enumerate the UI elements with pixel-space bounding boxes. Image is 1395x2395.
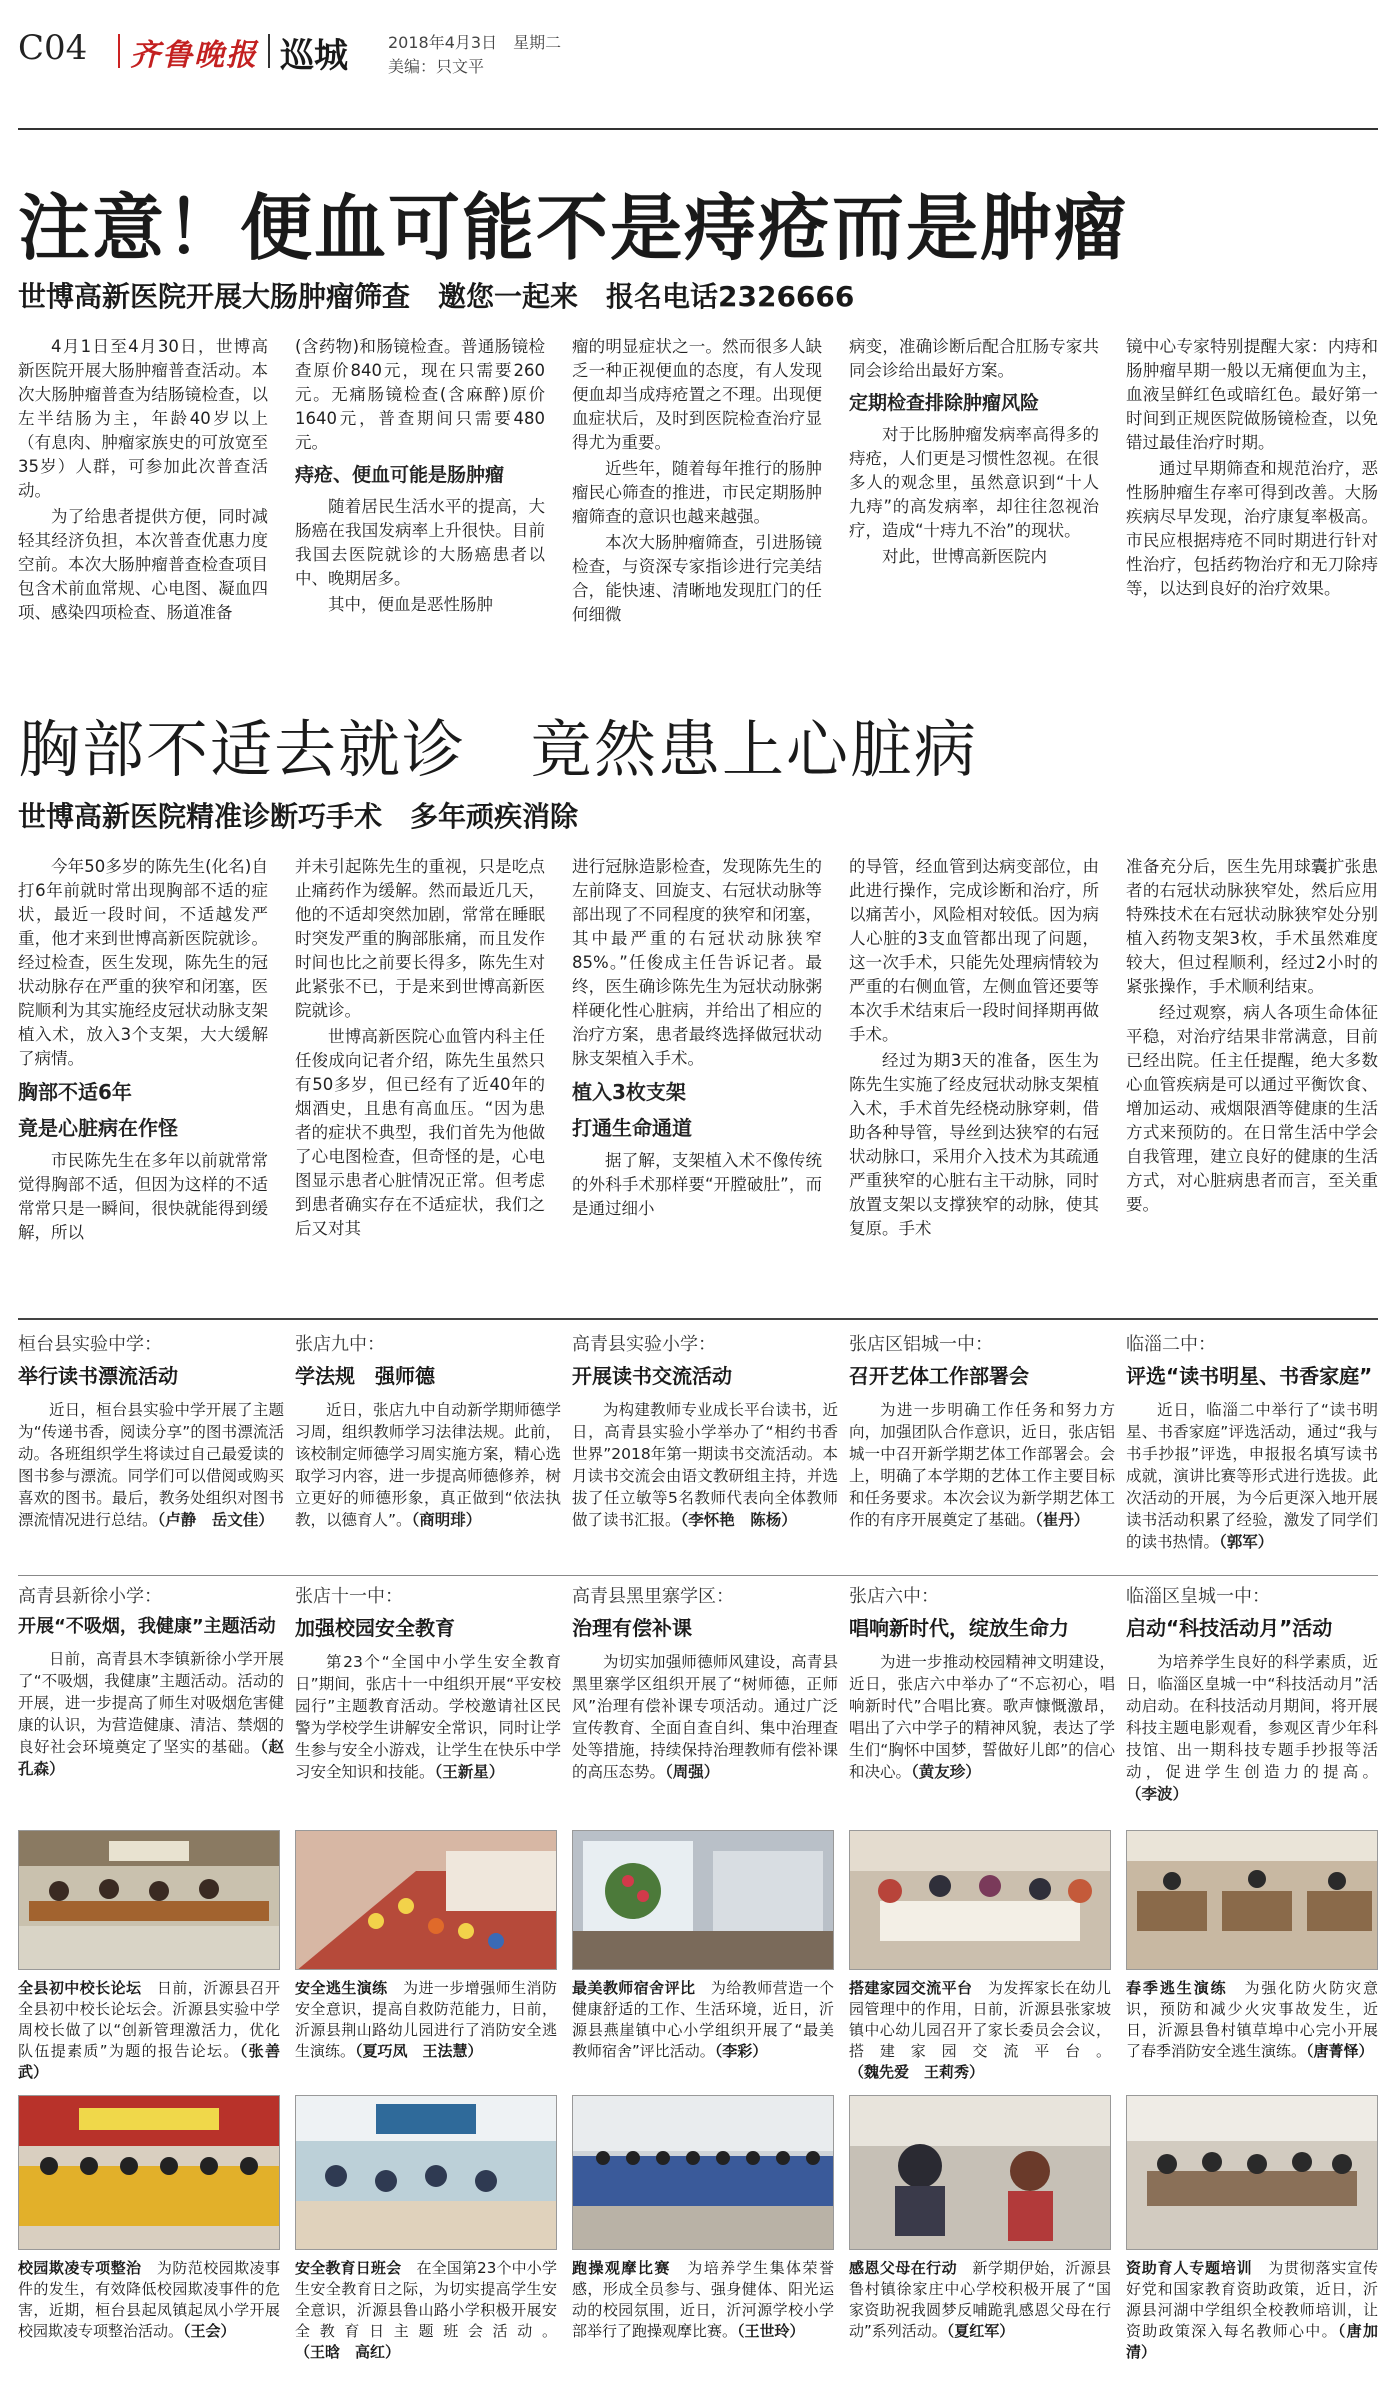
news-brief [572, 1330, 838, 1570]
school-name: 桓台县实验中学： [18, 1334, 162, 1355]
masthead-rule [18, 128, 1378, 130]
brief-title: 治理有偿补课 [572, 1616, 692, 1640]
byline: （郭军） [1219, 1533, 1274, 1551]
photo-caption: 全县初中校长论坛 日前，沂源县召开全县初中校长论坛会。沂源县实验中学周校长做了以“创新管理激活力，优化队伍提素质”为题的报告论坛。（张善武） [18, 1979, 280, 2080]
news-brief [295, 1330, 561, 1570]
brief-body: 近日，桓台县实验中学开展了主题为“传递书香，阅读分享”的图书漂流活动。各班组织学生将读过自己最爱读的图书参与漂流。同学们可以借阅或购买喜欢的图书。最后，教务处组织对图书漂流情况进行总结。（卢静 岳文佳） [18, 1401, 284, 1529]
byline: （张善武） [18, 2042, 280, 2080]
photo-title: 春季逃生演练 [1126, 1979, 1228, 1997]
brief-title: 加强校园安全教育 [295, 1616, 455, 1640]
news-brief [572, 1582, 838, 1822]
paper-logo: 齐鲁晚报 [130, 38, 258, 73]
brief-title: 举行读书漂流活动 [18, 1364, 178, 1388]
photo-story [295, 2095, 557, 2385]
masthead-divider-2 [268, 34, 270, 68]
school-name: 高青县实验小学： [572, 1334, 716, 1355]
paragraph: 本次大肠肿瘤筛查，引进肠镜检查，与资深专家指诊进行完美结合，能快速、清晰地发现肛门的任何细微 [572, 533, 822, 624]
article1-column-3 [572, 335, 822, 670]
school-name: 张店区铝城一中： [849, 1334, 993, 1355]
photo-title: 资助育人专题培训 [1126, 2259, 1253, 2277]
photo-story [572, 2095, 834, 2385]
brief-title: 评选“读书明星、书香家庭” [1126, 1364, 1373, 1388]
photo-story [1126, 2095, 1378, 2385]
news-photo [572, 1830, 834, 1970]
photo-story [295, 1830, 557, 2080]
paragraph: 今年50多岁的陈先生(化名)自打6年前就时常出现胸部不适的症状，最近一段时间，不适越发严重，他才来到世博高新医院就诊。经过检查，医生发现，陈先生的冠状动脉存在严重的狭窄和闭塞，医院顺利为其实施经皮冠状动脉支架植入术，放入3个支架，大大缓解了病情。 [18, 857, 268, 1068]
photo-story [849, 1830, 1111, 2080]
article2-column-1 [18, 855, 268, 1310]
masthead-divider [118, 34, 120, 68]
news-photo [849, 1830, 1111, 1970]
masthead [18, 20, 1378, 80]
news-photo [1126, 1830, 1378, 1970]
photo-title: 搭建家园交流平台 [849, 1979, 973, 1997]
news-photo [295, 2095, 557, 2250]
photo-story [18, 2095, 280, 2385]
photo-story [18, 1830, 280, 2080]
byline: （李波） [1126, 1785, 1189, 1803]
brief-body: 为培养学生良好的科学素质，近日，临淄区皇城一中“科技活动月”活动启动。在科技活动月期间，将开展科技主题电影观看，参观区青少年科技馆、出一期科技专题手抄报等活动，促进学生创造力的提高。（李波） [1126, 1653, 1378, 1803]
paragraph: 对此，世博高新医院内 [882, 547, 1047, 566]
photo-title: 校园欺凌专项整治 [18, 2259, 142, 2277]
news-photo [18, 2095, 280, 2250]
news-brief [849, 1330, 1115, 1570]
byline: （王会） [183, 2322, 236, 2340]
photo-story [572, 1830, 834, 2080]
photo-caption: 搭建家园交流平台 为发挥家长在幼儿园管理中的作用，日前，沂源县张家坡镇中心幼儿园召开了家长委员会会议，搭建家园交流平台。（魏先爱 王莉秀） [849, 1979, 1111, 2080]
paragraph: 为了给患者提供方便，同时减轻其经济负担，本次普查优惠力度空前。本次大肠肿瘤普查检查项目包含术前血常规、心电图、凝血四项、感染四项检查、肠道准备 [18, 507, 268, 622]
photo-caption: 最美教师宿舍评比 为给教师营造一个健康舒适的工作、生活环境，近日，沂源县燕崖镇中心小学组织开展了“最美教师宿舍”评比活动。（李彩） [572, 1979, 834, 2060]
paragraph: 准备充分后，医生先用球囊扩张患者的右冠状动脉狭窄处，然后应用特殊技术在右冠状动脉狭窄处分别植入药物支架3枚，手术虽然难度较大，但过程顺利，经过2小时的紧张操作，手术顺利结束。 [1126, 857, 1378, 996]
photo-caption: 感恩父母在行动 新学期伊始，沂源县鲁村镇徐家庄中心学校积极开展了“国家资助祝我圆梦反哺跪乳感恩父母在行动”系列活动。（夏红军） [849, 2259, 1111, 2340]
section-heading: 竟是心脏病在作怪 [18, 1116, 178, 1140]
paragraph: 其中，便血是恶性肠肿 [328, 595, 493, 614]
paragraph: 瘤的明显症状之一。然而很多人缺乏一种正视便血的态度，有人发现便血却当成痔疮置之不理。出现便血症状后，及时到医院检查治疗显得尤为重要。 [572, 337, 822, 452]
byline: （王晗 高红） [295, 2343, 401, 2361]
paragraph: (含药物)和肠镜检查。普通肠镜检查原价840元，现在只需要260元。无痛肠镜检查(含麻醉)原价1640元，普查期间只需要480元。 [295, 337, 545, 452]
brief-title: 学法规 强师德 [295, 1364, 435, 1388]
school-name: 高青县新徐小学： [18, 1586, 162, 1607]
byline: （崔丹） [1035, 1511, 1090, 1529]
brief-body: 为切实加强师德师风建设，高青县黑里寨学区组织开展了“树师德，正师风”治理有偿补课专项活动。通过广泛宣传教育、全面自查自纠、集中治理查处等措施，持续保持治理教师有偿补课的高压态势。（周强） [572, 1653, 838, 1781]
brief-body: 日前，高青县木李镇新徐小学开展了“不吸烟，我健康”主题活动。活动的开展，进一步提高了师生对吸烟危害健康的认识，为营造健康、清洁、禁烟的良好社会环境奠定了坚实的基础。（赵孔森） [18, 1650, 284, 1778]
byline: （周强） [665, 1763, 720, 1781]
byline: （唐加清） [1126, 2322, 1378, 2361]
paragraph: 4月1日至4月30日，世博高新医院开展大肠肿瘤普查活动。本次大肠肿瘤普查为结肠镜检查，以左半结肠为主，年龄40岁以上（有息肉、肿瘤家族史的可放宽至35岁）人群，可参加此次普查活动。 [18, 337, 268, 500]
photo-caption: 安全逃生演练 为进一步增强师生消防安全意识，提高自救防范能力，日前，沂源县荆山路幼儿园进行了消防安全逃生演练。（夏巧凤 王法慧） [295, 1979, 557, 2060]
news-photo [1126, 2095, 1378, 2250]
section-heading: 植入3枚支架 [572, 1080, 686, 1104]
article1-column-4 [849, 335, 1099, 670]
news-brief [295, 1582, 561, 1822]
section-name: 巡城 [280, 36, 348, 76]
news-brief [18, 1330, 284, 1570]
byline: （王新星） [434, 1763, 505, 1781]
photo-title: 感恩父母在行动 [849, 2259, 958, 2277]
photo-story [849, 2095, 1111, 2385]
section-heading: 打通生命通道 [572, 1116, 692, 1140]
byline: （魏先爱 王莉秀） [849, 2063, 985, 2080]
brief-body: 第23个“全国中小学生安全教育日”期间，张店十一中组织开展“平安校园行”主题教育活动。学校邀请社区民警为学校学生讲解安全常识，同时让学生参与安全小游戏，让学生在快乐中学习安全知识和技能。（王新星） [295, 1653, 561, 1781]
photo-title: 全县初中校长论坛 [18, 1979, 142, 1997]
editor-credit: 美编：只文平 [388, 57, 485, 76]
photo-caption: 资助育人专题培训 为贯彻落实宣传好党和国家教育资助政策，近日，沂源县河湖中学组织全校教师培训，让资助政策深入每名教师心中。（唐加清） [1126, 2259, 1378, 2361]
section-heading: 胸部不适6年 [18, 1080, 132, 1104]
news-photo [849, 2095, 1111, 2250]
article1-column-5 [1126, 335, 1378, 670]
paragraph: 随着居民生活水平的提高，大肠癌在我国发病率上升很快。目前我国去医院就诊的大肠癌患者以中、晚期居多。 [295, 497, 545, 588]
paragraph: 对于比肠肿瘤发病率高得多的痔疮，人们更是习惯性忽视。在很多人的观念里，虽然意识到“十人九痔”的高发病率，却往往忽视治疗，造成“十痔九不治”的现状。 [849, 425, 1099, 540]
paragraph: 进行冠脉造影检查，发现陈先生的左前降支、回旋支、右冠状动脉等部出现了不同程度的狭窄和闭塞，其中最严重的右冠状动脉狭窄85%。”任俊成主任告诉记者。最终，医生确诊陈先生为冠状动脉粥样硬化性心脏病，并给出了相应的治疗方案，患者最终选择做冠状动脉支架植入手术。 [572, 857, 822, 1068]
brief-title: 开展“不吸烟，我健康”主题活动 [18, 1616, 276, 1637]
paragraph: 病变，准确诊断后配合肛肠专家共同会诊给出最好方案。 [849, 337, 1099, 380]
school-name: 张店六中： [849, 1586, 939, 1607]
paragraph: 并未引起陈先生的重视，只是吃点止痛药作为缓解。然而最近几天，他的不适却突然加剧，常常在睡眠时突发严重的胸部胀痛，而且发作时间也比之前要长得多，陈先生对此紧张不已，于是来到世博高新医院就诊。 [295, 857, 545, 1020]
news-photo [295, 1830, 557, 1970]
paragraph: 镜中心专家特别提醒大家：内痔和肠肿瘤早期一般以无痛便血为主，血液呈鲜红色或暗红色。最好第一时间到正规医院做肠镜检查，以免错过最佳治疗时期。 [1126, 337, 1378, 452]
brief-title: 启动“科技活动月”活动 [1126, 1616, 1333, 1640]
photo-title: 安全逃生演练 [295, 1979, 388, 1997]
school-name: 张店九中： [295, 1334, 385, 1355]
section-divider [18, 1318, 1378, 1320]
byline: （商明琲） [411, 1511, 482, 1529]
article1-headline: 注意！便血可能不是痔疮而是肿瘤 [18, 186, 1129, 270]
byline: （唐菁怿） [1306, 2042, 1374, 2060]
news-brief [1126, 1330, 1378, 1570]
photo-caption: 春季逃生演练 为强化防火防灾意识，预防和减少火灾事故发生，近日，沂源县鲁村镇草埠中心完小开展了春季消防安全逃生演练。（唐菁怿） [1126, 1979, 1378, 2060]
section-heading: 痔疮、便血可能是肠肿瘤 [295, 464, 505, 486]
school-name: 高青县黑里寨学区： [572, 1586, 734, 1607]
news-photo [572, 2095, 834, 2250]
photo-title: 跑操观摩比赛 [572, 2259, 671, 2277]
article2-headline: 胸部不适去就诊 竟然患上心脏病 [18, 713, 979, 786]
article1-column-1 [18, 335, 268, 670]
issue-date: 2018年4月3日 星期二 [388, 33, 562, 52]
article2-column-5 [1126, 855, 1378, 1310]
photo-title: 最美教师宿舍评比 [572, 1979, 696, 1997]
school-name: 张店十一中： [295, 1586, 403, 1607]
article2-column-2 [295, 855, 545, 1310]
school-name: 临淄二中： [1126, 1334, 1216, 1355]
brief-body: 为进一步明确工作任务和努力方向，加强团队合作意识，近日，张店铝城一中召开新学期艺体工作部署会。会上，明确了本学期的艺体工作主要目标和任务要求。本次会议为新学期艺体工作的有序开展奠定了基础。（崔丹） [849, 1401, 1115, 1529]
byline: （李彩） [714, 2042, 768, 2060]
byline: （黄友珍） [911, 1763, 981, 1781]
brief-body: 近日，临淄二中举行了“读书明星、书香家庭”评选活动，通过“我与书手抄报”评选，申报报名填写读书成就，演讲比赛等形式进行选拔。此次活动的开展，为今后更深入地开展读书活动积累了经验，激发了同学们的读书热情。（郭军） [1126, 1401, 1378, 1551]
paragraph: 市民陈先生在多年以前就常常觉得胸部不适，但因为这样的不适常常只是一瞬间，很快就能得到缓解，所以 [18, 1151, 268, 1242]
paragraph: 通过早期筛查和规范治疗，恶性肠肿瘤生存率可得到改善。大肠疾病尽早发现，治疗康复率极高。市民应根据痔疮不同时期进行针对性治疗，包括药物治疗和无刀除痔等，以达到良好的治疗效果。 [1126, 459, 1378, 598]
paragraph: 经过为期3天的准备，医生为陈先生实施了经皮冠状动脉支架植入术，手术首先经桡动脉穿刺，借助各种导管，导丝到达狭窄的右冠状动脉口，采用介入技术为其疏通严重狭窄的心脏右主干动脉，同时放置支架以支撑狭窄的动脉，使其复原。手术 [849, 1051, 1099, 1238]
byline: （赵孔森） [18, 1738, 284, 1778]
news-brief [18, 1582, 284, 1822]
article2-column-3 [572, 855, 822, 1310]
page-code: C04 [18, 28, 88, 68]
section-heading: 定期检查排除肿瘤风险 [849, 392, 1040, 414]
photo-caption: 安全教育日班会 在全国第23个中小学生安全教育日之际，为切实提高学生安全意识，沂源县鲁山路小学积极开展安全教育日主题班会活动。（王晗 高红） [295, 2259, 557, 2361]
school-name: 临淄区皇城一中： [1126, 1586, 1270, 1607]
paragraph: 世博高新医院心血管内科主任任俊成向记者介绍，陈先生虽然只有50多岁，但已经有了近40年的烟酒史，且患有高血压。“因为患者的症状不典型，我们首先为他做了心电图检查，但奇怪的是，心电图显示患者心脏情况正常。但考虑到患者确实存在不适症状，我们之后又对其 [295, 1027, 545, 1238]
article2-column-4 [849, 855, 1099, 1310]
article2-subhead: 世博高新医院精准诊断巧手术 多年顽疾消除 [18, 800, 579, 833]
brief-title: 唱响新时代，绽放生命力 [849, 1616, 1069, 1640]
paragraph: 近些年，随着每年推行的肠肿瘤民心筛查的推进，市民定期肠肿瘤筛查的意识也越来越强。 [572, 459, 822, 526]
brief-title: 开展读书交流活动 [572, 1364, 732, 1388]
paragraph: 的导管，经血管到达病变部位，由此进行操作，完成诊断和治疗，所以痛苦小，风险相对较低。因为病人心脏的3支血管都出现了问题，这一次手术，只能先处理病情较为严重的右侧血管，左侧血管还要等本次手术结束后一段时间择期再做手术。 [849, 857, 1099, 1044]
photo-caption: 跑操观摩比赛 为培养学生集体荣誉感，形成全员参与、强身健体、阳光运动的校园氛围，近日，沂河源学校小学部举行了跑操观摩比赛。（王世玲） [572, 2259, 834, 2340]
photo-caption: 校园欺凌专项整治 为防范校园欺凌事件的发生，有效降低校园欺凌事件的危害，近期，桓台县起凤镇起凤小学开展校园欺凌专项整治活动。（王会） [18, 2259, 280, 2340]
byline: （夏红军） [946, 2322, 1015, 2340]
byline: （卢静 岳文佳） [157, 1511, 274, 1529]
article1-column-2 [295, 335, 545, 670]
news-brief [849, 1582, 1115, 1822]
byline: （王世玲） [737, 2322, 805, 2340]
news-brief [1126, 1582, 1378, 1822]
photo-title: 安全教育日班会 [295, 2259, 402, 2277]
paragraph: 据了解，支架植入术不像传统的外科手术那样要“开膛破肚”，而是通过细小 [572, 1151, 822, 1218]
brief-body: 为进一步推动校园精神文明建设，近日，张店六中举办了“不忘初心，唱响新时代”合唱比赛。歌声慷慨激昂，唱出了六中学子的精神风貌，表达了学生们“胸怀中国梦，誓做好儿郎”的信心和决心。（黄友珍） [849, 1653, 1115, 1781]
article1-subhead: 世博高新医院开展大肠肿瘤筛查 邀您一起来 报名电话2326666 [18, 280, 855, 313]
photo-story [1126, 1830, 1378, 2080]
brief-body: 近日，张店九中自动新学期师德学习周，组织教师学习法律法规。此前，该校制定师德学习周实施方案，精心选取学习内容，进一步提高师德修养，树立更好的师德形象，真正做到“依法执教，以德育人”。（商明琲） [295, 1401, 561, 1529]
paragraph: 经过观察，病人各项生命体征平稳，对治疗结果非常满意，目前已经出院。任主任提醒，绝大多数心血管疾病是可以通过平衡饮食、增加运动、戒烟限酒等健康的生活方式来预防的。在日常生活中学会自我管理，建立良好的健康的生活方式，对心脏病患者而言，至关重要。 [1126, 1003, 1378, 1214]
byline: （夏巧凤 王法慧） [355, 2042, 483, 2060]
brief-body: 为构建教师专业成长平台读书，近日，高青县实验小学举办了“相约书香世界”2018年第一期读书交流活动。本月读书交流会由语文教研组主持，并选拔了任立敏等5名教师代表向全体教师做了读书汇报。（李怀艳 陈杨） [572, 1401, 838, 1529]
byline: （李怀艳 陈杨） [680, 1511, 797, 1529]
brief-title: 召开艺体工作部署会 [849, 1364, 1029, 1388]
row-divider [18, 1575, 1378, 1576]
news-photo [18, 1830, 280, 1970]
